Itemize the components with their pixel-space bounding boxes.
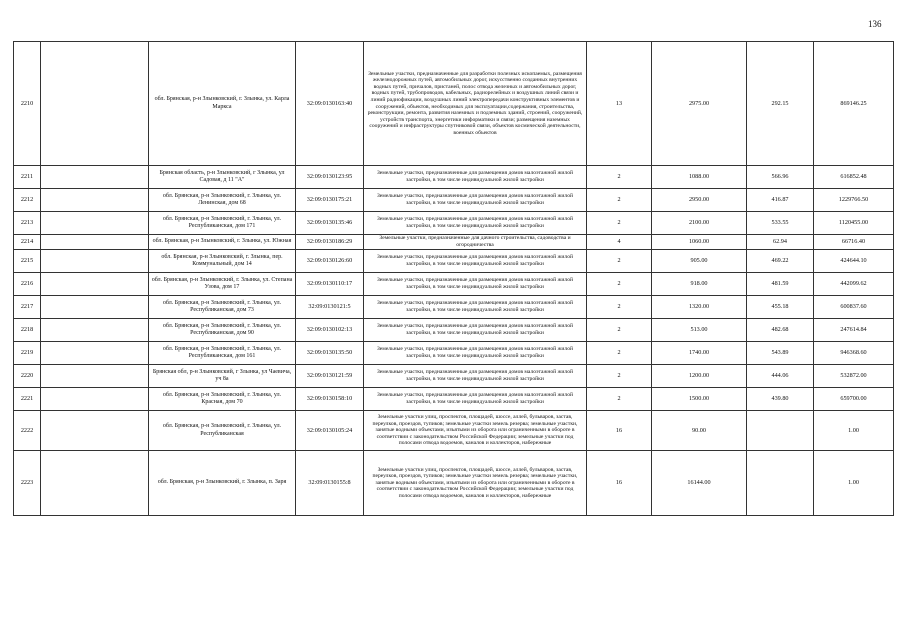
table-row xyxy=(14,189,894,212)
empty-cell xyxy=(41,166,149,189)
table-row xyxy=(14,365,894,388)
specific-value-cell: 566.96 xyxy=(747,166,814,189)
specific-value-cell xyxy=(747,451,814,516)
land-purpose-cell: Земельные участки улиц, проспектов, площадей, шоссе, аллей, бульваров, застав, переулков, проездов, тупиков; земельные участки земель резерва; земельные участки, занятые водными объектами, изъятыми из оборота или ограниченными в обороте в соответствии с законодательством Российской Федерации; земельные участки под полосами отвода водоемов, каналов и коллекторов, набережные xyxy=(364,411,587,451)
address-cell: обл. Брянская, р-н Злынковский, г. Злынка, ул. Республиканская, дом 73 xyxy=(149,296,296,319)
group-cell: 16 xyxy=(587,451,652,516)
specific-value-cell: 416.87 xyxy=(747,189,814,212)
cadastral-value-cell: 1229766.50 xyxy=(814,189,894,212)
area-cell: 905.00 xyxy=(652,250,747,273)
cadastral-number-cell: 32:09:0130135:50 xyxy=(296,342,364,365)
table-row xyxy=(14,319,894,342)
empty-cell xyxy=(41,212,149,235)
empty-cell xyxy=(41,342,149,365)
cadastral-number-cell: 32:09:0130123:95 xyxy=(296,166,364,189)
group-cell: 4 xyxy=(587,235,652,250)
cadastral-value-cell: 247614.84 xyxy=(814,319,894,342)
table-row xyxy=(14,388,894,411)
land-purpose-cell: Земельные участки, предназначенные для размещения домов малоэтажной жилой застройки, в том числе индивидуальной жилой застройки xyxy=(364,388,587,411)
specific-value-cell: 482.68 xyxy=(747,319,814,342)
empty-cell xyxy=(41,189,149,212)
page-number: 136 xyxy=(868,19,882,29)
empty-cell xyxy=(41,250,149,273)
land-purpose-cell: Земельные участки, предназначенные для размещения домов малоэтажной жилой застройки, в том числе индивидуальной жилой застройки xyxy=(364,250,587,273)
cadastral-value-cell: 600837.60 xyxy=(814,296,894,319)
area-cell: 1060.00 xyxy=(652,235,747,250)
area-cell: 918.00 xyxy=(652,273,747,296)
area-cell: 2975.00 xyxy=(652,42,747,166)
group-cell: 2 xyxy=(587,319,652,342)
row-number: 2217 xyxy=(14,296,41,319)
cadastral-number-cell: 32:09:0130126:60 xyxy=(296,250,364,273)
cadastral-number-cell: 32:09:0130105:24 xyxy=(296,411,364,451)
cadastral-value-cell: 1120455.00 xyxy=(814,212,894,235)
specific-value-cell: 439.80 xyxy=(747,388,814,411)
table-row xyxy=(14,273,894,296)
cadastral-value-cell: 66716.40 xyxy=(814,235,894,250)
row-number: 2213 xyxy=(14,212,41,235)
land-purpose-cell: Земельные участки улиц, проспектов, площадей, шоссе, аллей, бульваров, застав, переулков, проездов, тупиков; земельные участки земель резерва; земельные участки, занятые водными объектами, изъятыми из оборота или ограниченными в обороте в соответствии с законодательством Российской Федерации; земельные участки под полосами отвода водоемов, каналов и коллекторов, набережные xyxy=(364,451,587,516)
land-purpose-cell: Земельные участки, предназначенные для разработки полезных ископаемых, размещения железнодорожных путей, автомобильных дорог, искусственно созданных внутренних водных путей, причалов, пристаней, полос отвода железных и автомобильных дорог, водных путей, трубопроводов, кабельных, радиорелейных и воздушных линий связи и линий радиофикации, воздушных линий электропередачи конструктивных элементов и сооружений, объектов, необходимых для эксплуатации,содержания, строительства, реконструкции, ремонта, развития наземных и подземных зданий, строений, сооружений, устройств транспорта, энергетики информатики и связи; размещения наземных сооружений и инфраструктуры спутниковой связи, объектов космической деятельности, военных объектов xyxy=(364,42,587,166)
cadastral-number-cell: 32:09:0130121:5 xyxy=(296,296,364,319)
group-cell: 2 xyxy=(587,189,652,212)
cadastral-number-cell: 32:09:0130158:10 xyxy=(296,388,364,411)
specific-value-cell: 481.59 xyxy=(747,273,814,296)
land-purpose-cell: Земельные участки, предназначенные для дачного строительства, садоводства и огородничества xyxy=(364,235,587,250)
group-cell: 2 xyxy=(587,365,652,388)
cadastral-value-cell: 616852.48 xyxy=(814,166,894,189)
address-cell: обл. Брянская, р-н Злынковский, г. Злынка, ул. Южная xyxy=(149,235,296,250)
empty-cell xyxy=(41,296,149,319)
cadastral-value-cell: 659700.00 xyxy=(814,388,894,411)
specific-value-cell xyxy=(747,411,814,451)
row-number: 2214 xyxy=(14,235,41,250)
land-purpose-cell: Земельные участки, предназначенные для размещения домов малоэтажной жилой застройки, в том числе индивидуальной жилой застройки xyxy=(364,166,587,189)
land-registry-table xyxy=(13,41,894,516)
table-row xyxy=(14,296,894,319)
group-cell: 2 xyxy=(587,296,652,319)
empty-cell xyxy=(41,235,149,250)
address-cell: обл. Брянская, р-н Злынковский, г. Злынка, ул. Республиканская, дом 171 xyxy=(149,212,296,235)
land-purpose-cell: Земельные участки, предназначенные для размещения домов малоэтажной жилой застройки, в том числе индивидуальной жилой застройки xyxy=(364,365,587,388)
cadastral-number-cell: 32:09:0130135:46 xyxy=(296,212,364,235)
land-purpose-cell: Земельные участки, предназначенные для размещения домов малоэтажной жилой застройки, в том числе индивидуальной жилой застройки xyxy=(364,342,587,365)
specific-value-cell: 444.06 xyxy=(747,365,814,388)
land-purpose-cell: Земельные участки, предназначенные для размещения домов малоэтажной жилой застройки, в том числе индивидуальной жилой застройки xyxy=(364,189,587,212)
cadastral-number-cell: 32:09:0130175:21 xyxy=(296,189,364,212)
area-cell: 1740.00 xyxy=(652,342,747,365)
cadastral-value-cell: 442099.62 xyxy=(814,273,894,296)
address-cell: обл. Брянская, р-н Злынковский, г. Злынка, п. Заря xyxy=(149,451,296,516)
empty-cell xyxy=(41,273,149,296)
empty-cell xyxy=(41,42,149,166)
table-row xyxy=(14,42,894,166)
table-row xyxy=(14,342,894,365)
row-number: 2222 xyxy=(14,411,41,451)
area-cell: 1200.00 xyxy=(652,365,747,388)
area-cell: 1500.00 xyxy=(652,388,747,411)
address-cell: обл. Брянская, р-н Злынковский, г. Злынка, ул. Красная, дом 70 xyxy=(149,388,296,411)
cadastral-value-cell: 946368.60 xyxy=(814,342,894,365)
cadastral-number-cell: 32:09:0130121:59 xyxy=(296,365,364,388)
area-cell: 2950.00 xyxy=(652,189,747,212)
group-cell: 2 xyxy=(587,250,652,273)
empty-cell xyxy=(41,388,149,411)
area-cell: 1088.00 xyxy=(652,166,747,189)
row-number: 2211 xyxy=(14,166,41,189)
cadastral-value-cell: 424644.10 xyxy=(814,250,894,273)
cadastral-value-cell: 1.00 xyxy=(814,411,894,451)
group-cell: 2 xyxy=(587,388,652,411)
empty-cell xyxy=(41,365,149,388)
address-cell: обл. Брянская, р-н Злынковский, г. Злынка, ул. Ленинская, дом 68 xyxy=(149,189,296,212)
address-cell: обл. Брянская, р-н Злынковский, г. Злынка, ул. Степана Узова, дом 17 xyxy=(149,273,296,296)
cadastral-number-cell: 32:09:0130155:8 xyxy=(296,451,364,516)
area-cell: 513.00 xyxy=(652,319,747,342)
row-number: 2210 xyxy=(14,42,41,166)
cadastral-value-cell: 1.00 xyxy=(814,451,894,516)
table-row xyxy=(14,411,894,451)
specific-value-cell: 292.15 xyxy=(747,42,814,166)
specific-value-cell: 455.18 xyxy=(747,296,814,319)
specific-value-cell: 543.89 xyxy=(747,342,814,365)
area-cell: 90.00 xyxy=(652,411,747,451)
cadastral-number-cell: 32:09:0130102:13 xyxy=(296,319,364,342)
empty-cell xyxy=(41,319,149,342)
land-purpose-cell: Земельные участки, предназначенные для размещения домов малоэтажной жилой застройки, в том числе индивидуальной жилой застройки xyxy=(364,273,587,296)
cadastral-number-cell: 32:09:0130163:40 xyxy=(296,42,364,166)
table-row xyxy=(14,166,894,189)
group-cell: 2 xyxy=(587,273,652,296)
cadastral-value-cell: 532872.00 xyxy=(814,365,894,388)
cadastral-number-cell: 32:09:0130186:29 xyxy=(296,235,364,250)
land-purpose-cell: Земельные участки, предназначенные для размещения домов малоэтажной жилой застройки, в том числе индивидуальной жилой застройки xyxy=(364,319,587,342)
row-number: 2218 xyxy=(14,319,41,342)
table-row xyxy=(14,212,894,235)
area-cell: 16144.00 xyxy=(652,451,747,516)
table-row xyxy=(14,451,894,516)
group-cell: 2 xyxy=(587,342,652,365)
specific-value-cell: 533.55 xyxy=(747,212,814,235)
cadastral-value-cell: 869146.25 xyxy=(814,42,894,166)
group-cell: 2 xyxy=(587,212,652,235)
specific-value-cell: 469.22 xyxy=(747,250,814,273)
group-cell: 16 xyxy=(587,411,652,451)
cadastral-number-cell: 32:09:0130110:17 xyxy=(296,273,364,296)
row-number: 2223 xyxy=(14,451,41,516)
area-cell: 1320.00 xyxy=(652,296,747,319)
address-cell: обл. Брянская, р-н Злынковский, г. Злынка, ул. Карла Маркса xyxy=(149,42,296,166)
row-number: 2219 xyxy=(14,342,41,365)
row-number: 2220 xyxy=(14,365,41,388)
area-cell: 2100.00 xyxy=(652,212,747,235)
row-number: 2221 xyxy=(14,388,41,411)
land-purpose-cell: Земельные участки, предназначенные для размещения домов малоэтажной жилой застройки, в том числе индивидуальной жилой застройки xyxy=(364,212,587,235)
address-cell: обл. Брянская, р-н Злынковский, г. Злынка, пер. Коммунальный, дом 14 xyxy=(149,250,296,273)
address-cell: обл. Брянская, р-н Злынковский, г. Злынка, ул. Республиканская, дом 90 xyxy=(149,319,296,342)
table-row xyxy=(14,235,894,250)
address-cell: Брянская область, р-н Злынковский, г Злынка, ул Садовая, д 11 "А" xyxy=(149,166,296,189)
row-number: 2215 xyxy=(14,250,41,273)
address-cell: обл. Брянская, р-н Злынковский, г. Злынка, ул. Республиканская xyxy=(149,411,296,451)
land-purpose-cell: Земельные участки, предназначенные для размещения домов малоэтажной жилой застройки, в том числе индивидуальной жилой застройки xyxy=(364,296,587,319)
address-cell: Брянская обл, р-н Злынковский, г Злынка, ул Чаевича, уч 8а xyxy=(149,365,296,388)
address-cell: обл. Брянская, р-н Злынковский, г. Злынка, ул. Республиканская, дом 161 xyxy=(149,342,296,365)
specific-value-cell: 62.94 xyxy=(747,235,814,250)
row-number: 2212 xyxy=(14,189,41,212)
group-cell: 2 xyxy=(587,166,652,189)
group-cell: 13 xyxy=(587,42,652,166)
empty-cell xyxy=(41,411,149,451)
row-number: 2216 xyxy=(14,273,41,296)
empty-cell xyxy=(41,451,149,516)
table-row xyxy=(14,250,894,273)
